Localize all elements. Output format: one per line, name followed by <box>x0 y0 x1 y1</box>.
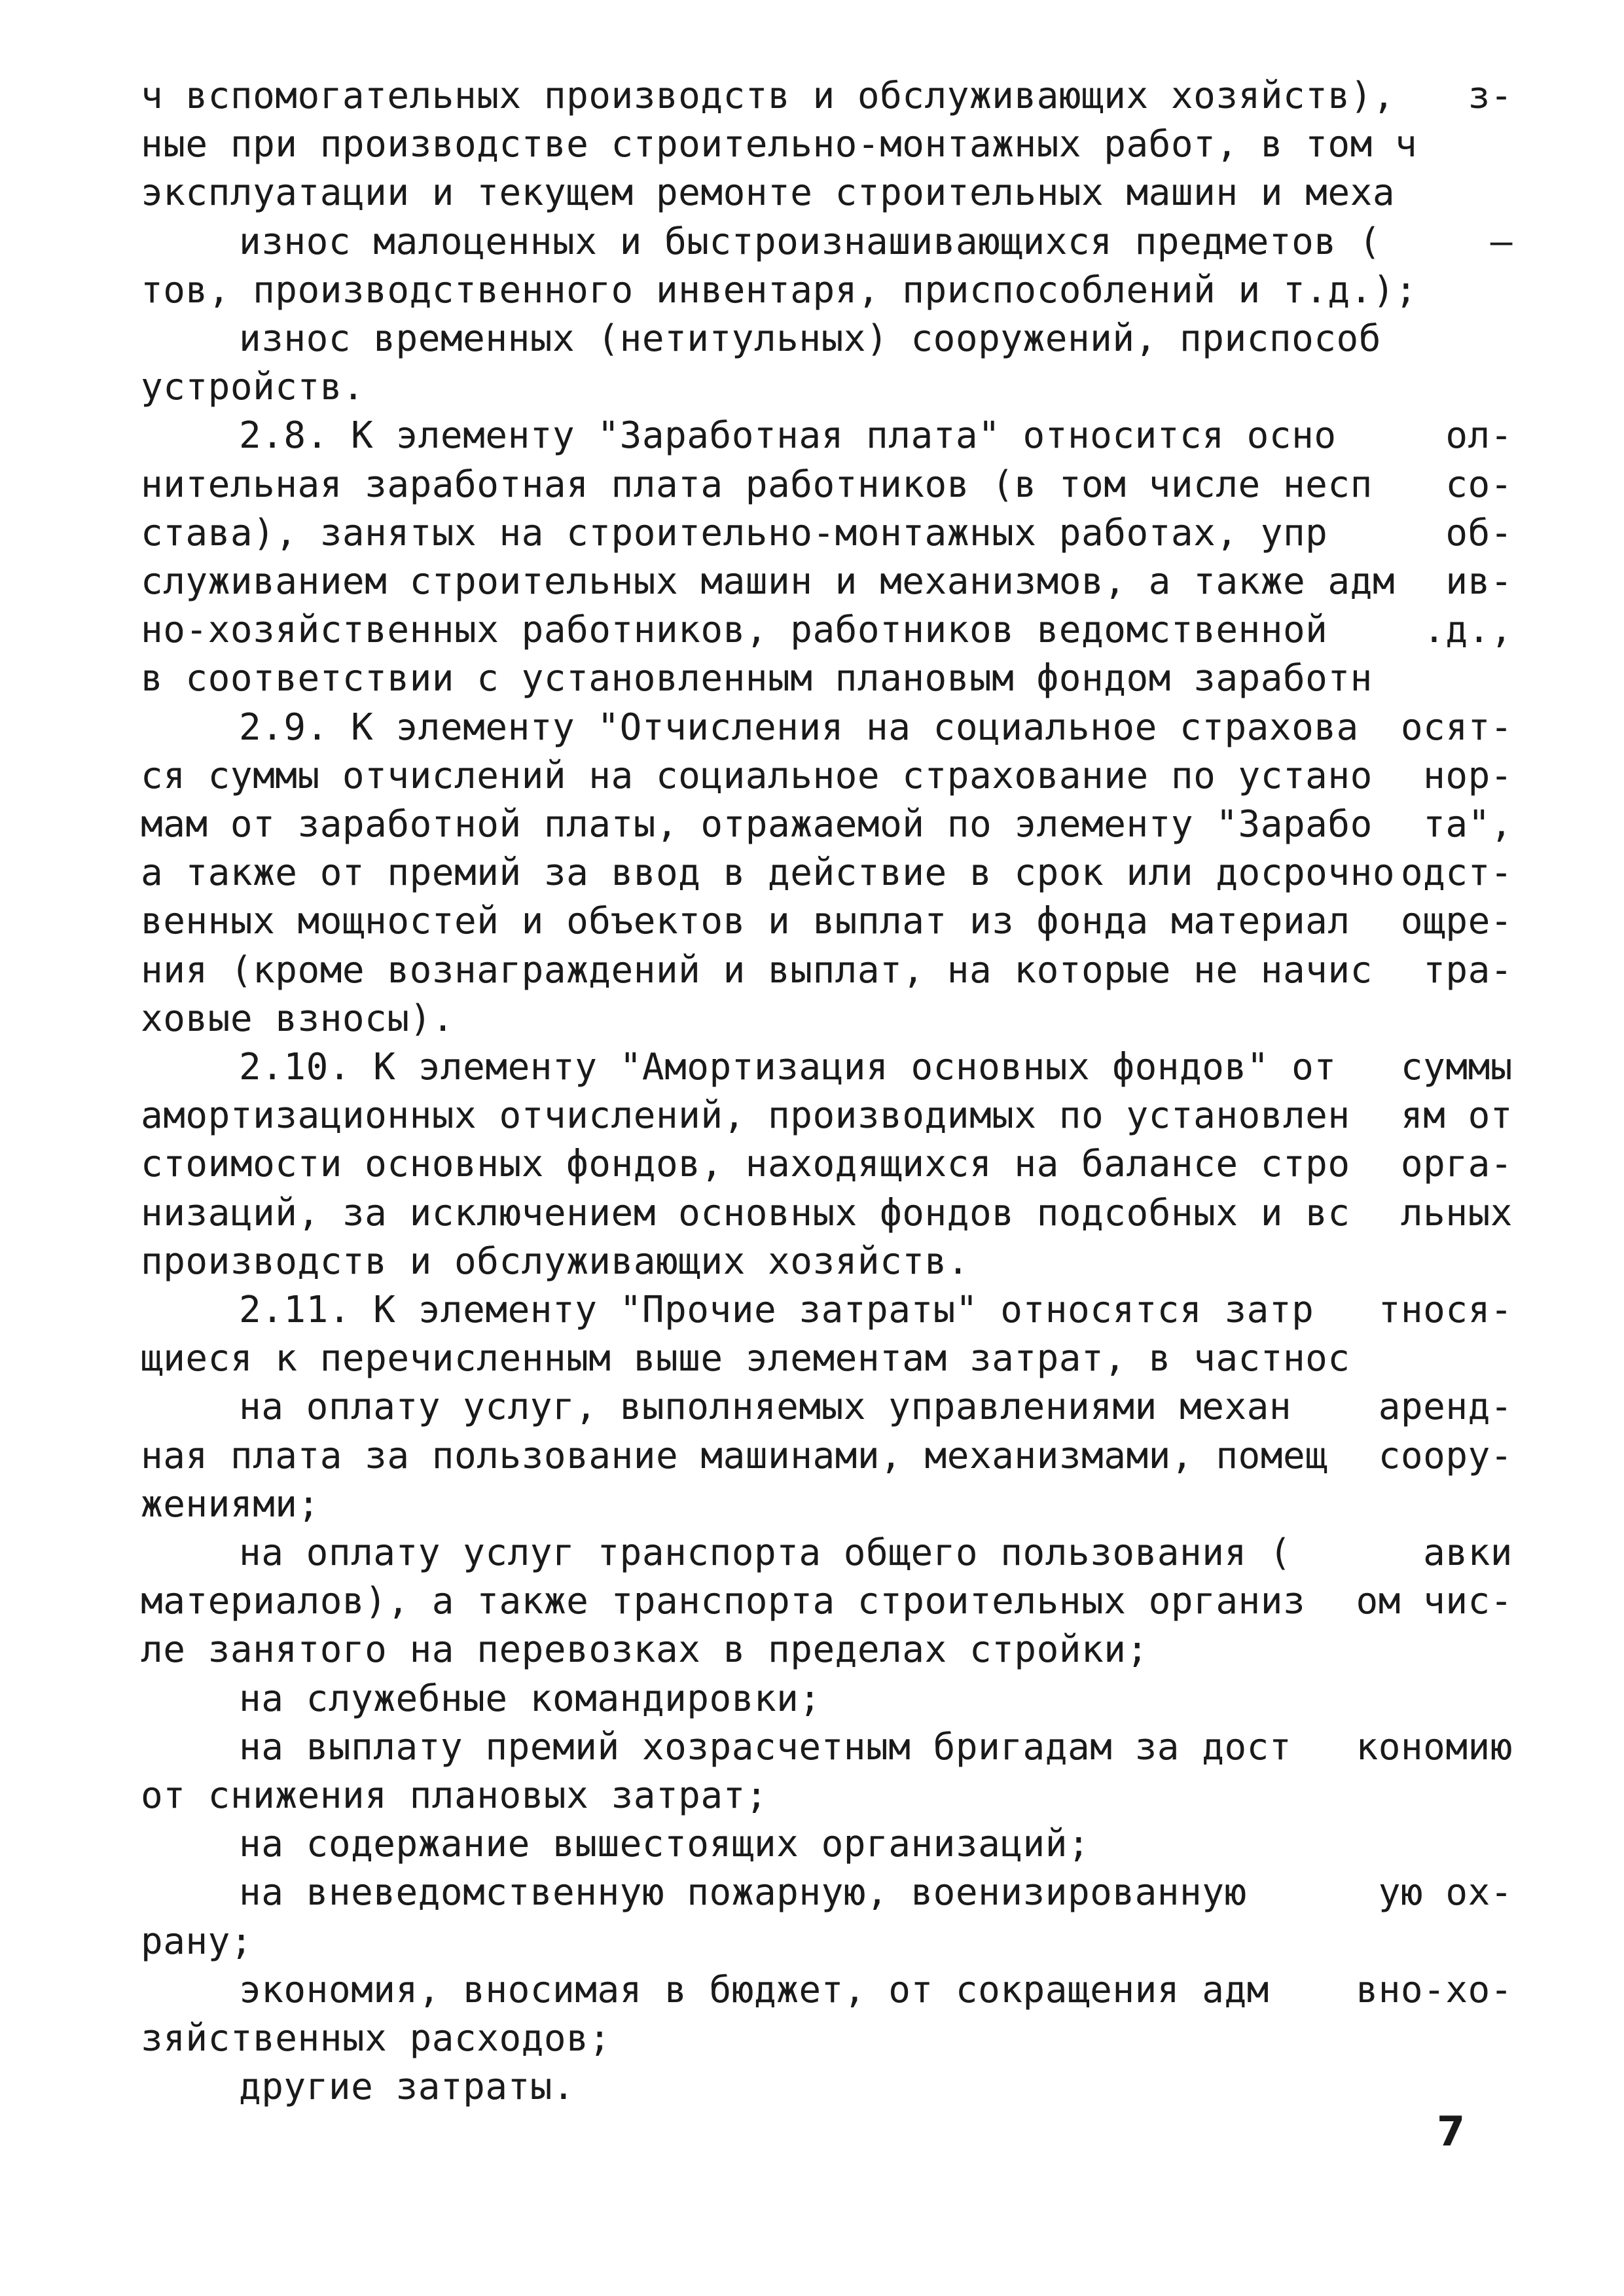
line-text: в соответствии с установленным плановым фондом заработн <box>141 657 1373 700</box>
text-line <box>0 1432 1624 1480</box>
line-margin-fragment: з- <box>1468 75 1513 117</box>
line-text: экономия, вносимая в бюджет, от сокращения адм <box>239 1968 1269 2011</box>
line-text: амортизационных отчислений, производимых по установлен <box>141 1094 1350 1138</box>
line-margin-fragment: .д., <box>1423 609 1513 652</box>
line-margin-fragment: тра- <box>1423 948 1513 992</box>
line-margin-fragment: об- <box>1445 511 1513 554</box>
line-margin-fragment: тнося- <box>1378 1289 1513 1331</box>
text-line <box>0 1286 1624 1335</box>
text-line <box>0 509 1624 558</box>
line-margin-fragment: ям от <box>1400 1094 1513 1138</box>
text-line <box>0 2063 1624 2111</box>
line-margin-fragment: та", <box>1423 803 1513 846</box>
line-text: служиванием строительных машин и механизмов, а также адм <box>141 560 1396 603</box>
text-line <box>0 1092 1624 1140</box>
line-text: 2.10. К элементу "Амортизация основных фондов" от <box>239 1046 1337 1088</box>
line-text: нительная заработная плата работников (в том числе несп <box>141 463 1373 506</box>
text-line <box>0 461 1624 509</box>
text-line <box>0 1772 1624 1820</box>
line-text: от снижения плановых затрат; <box>141 1774 768 1817</box>
text-line <box>0 752 1624 800</box>
text-line <box>0 1966 1624 2015</box>
text-line <box>0 1626 1624 1674</box>
line-text: на служебные командировки; <box>239 1677 821 1720</box>
line-text: ная плата за пользование машинами, механизмами, помещ <box>141 1434 1328 1477</box>
line-margin-fragment: ощре- <box>1400 900 1513 943</box>
line-text: ния (кроме вознаграждений и выплат, на которые не начис <box>141 948 1373 992</box>
text-line <box>0 1335 1624 1383</box>
line-margin-fragment: нор- <box>1423 754 1513 797</box>
line-text: износ временных (нетитульных) сооружений, приспособ <box>239 317 1381 360</box>
line-margin-fragment: авки <box>1423 1532 1513 1574</box>
line-margin-fragment: – <box>1490 220 1513 263</box>
line-text: другие затраты. <box>239 2066 575 2109</box>
text-line <box>0 1869 1624 1917</box>
text-line <box>0 363 1624 412</box>
line-text: а также от премий за ввод в действие в срок или досрочно <box>141 852 1396 895</box>
line-margin-fragment: ив- <box>1445 560 1513 603</box>
line-text: ч вспомогательных производств и обслуживающих хозяйств), <box>141 75 1396 117</box>
page-number: 7 <box>1437 2108 1466 2155</box>
text-line <box>0 412 1624 460</box>
text-line <box>0 169 1624 217</box>
line-margin-fragment: аренд- <box>1378 1386 1513 1429</box>
text-line <box>0 606 1624 655</box>
line-text: ле занятого на перевозках в пределах стройки; <box>141 1628 1149 1672</box>
line-text: на оплату услуг транспорта общего пользования ( <box>239 1532 1292 1574</box>
line-margin-fragment: ом чис- <box>1356 1580 1513 1623</box>
text-line <box>0 120 1624 169</box>
line-text: эксплуатации и текущем ремонте строительных машин и меха <box>141 171 1396 215</box>
line-margin-fragment: кономию <box>1356 1725 1513 1768</box>
line-text: износ малоценных и быстроизнашивающихся предметов ( <box>239 220 1381 263</box>
text-line <box>0 1723 1624 1772</box>
text-line <box>0 849 1624 897</box>
line-margin-fragment: суммы <box>1400 1046 1513 1088</box>
line-margin-fragment: одст- <box>1400 852 1513 895</box>
line-text: устройств. <box>141 366 365 409</box>
text-line <box>0 1189 1624 1238</box>
line-text: 2.8. К элементу "Заработная плата" относится осно <box>239 414 1337 457</box>
line-text: на оплату услуг, выполняемых управлениями механ <box>239 1386 1292 1429</box>
text-line <box>0 1918 1624 1966</box>
line-text: ные при производстве строительно-монтажных работ, в том ч <box>141 123 1418 166</box>
line-text: венных мощностей и объектов и выплат из фонда материал <box>141 900 1350 943</box>
line-text: материалов), а также транспорта строительных организ <box>141 1580 1306 1623</box>
text-line <box>0 1529 1624 1577</box>
line-text: мам от заработной платы, отражаемой по элементу "Зарабо <box>141 803 1373 846</box>
text-line <box>0 1140 1624 1189</box>
text-line <box>0 266 1624 315</box>
text-line <box>0 1043 1624 1092</box>
line-text: производств и обслуживающих хозяйств. <box>141 1240 969 1283</box>
line-text: ся суммы отчислений на социальное страхование по устано <box>141 754 1373 797</box>
line-text: зяйственных расходов; <box>141 2017 611 2060</box>
text-line <box>0 72 1624 120</box>
line-text: 2.9. К элементу "Отчисления на социальное страхова <box>239 706 1359 749</box>
line-margin-fragment: ол- <box>1445 414 1513 457</box>
text-line <box>0 2015 1624 2063</box>
text-line <box>0 800 1624 849</box>
text-line <box>0 1577 1624 1626</box>
line-text: жениями; <box>141 1482 320 1526</box>
text-line <box>0 218 1624 266</box>
line-margin-fragment: льных <box>1400 1191 1513 1234</box>
line-text: стоимости основных фондов, находящихся на балансе стро <box>141 1143 1350 1186</box>
line-margin-fragment: вно-хо- <box>1356 1968 1513 2011</box>
line-margin-fragment: со- <box>1445 463 1513 506</box>
line-text: но-хозяйственных работников, работников ведомственной <box>141 609 1328 652</box>
text-line <box>0 315 1624 363</box>
text-line <box>0 1383 1624 1431</box>
text-line <box>0 1238 1624 1286</box>
line-margin-fragment: орга- <box>1400 1143 1513 1186</box>
text-line <box>0 1480 1624 1529</box>
line-text: става), занятых на строительно-монтажных работах, упр <box>141 511 1328 554</box>
line-text: ховые взносы). <box>141 997 455 1040</box>
text-line <box>0 946 1624 995</box>
text-line <box>0 1820 1624 1869</box>
line-margin-fragment: ую ох- <box>1378 1871 1513 1914</box>
text-line <box>0 995 1624 1043</box>
line-text: низаций, за исключением основных фондов подсобных и вс <box>141 1191 1350 1234</box>
line-text: на выплату премий хозрасчетным бригадам за дост <box>239 1725 1292 1768</box>
line-text: на вневедомственную пожарную, военизированную <box>239 1871 1247 1914</box>
text-line <box>0 897 1624 946</box>
line-text: щиеся к перечисленным выше элементам затрат, в частнос <box>141 1337 1350 1380</box>
line-text: 2.11. К элементу "Прочие затраты" относятся затр <box>239 1289 1314 1331</box>
line-text: тов, производственного инвентаря, приспособлений и т.д.); <box>141 268 1418 312</box>
line-text: рану; <box>141 1920 253 1963</box>
line-text: на содержание вышестоящих организаций; <box>239 1823 1091 1866</box>
text-line <box>0 655 1624 703</box>
text-line <box>0 704 1624 752</box>
line-margin-fragment: соору- <box>1378 1434 1513 1477</box>
line-margin-fragment: осят- <box>1400 706 1513 749</box>
text-line <box>0 558 1624 606</box>
text-line <box>0 1675 1624 1723</box>
